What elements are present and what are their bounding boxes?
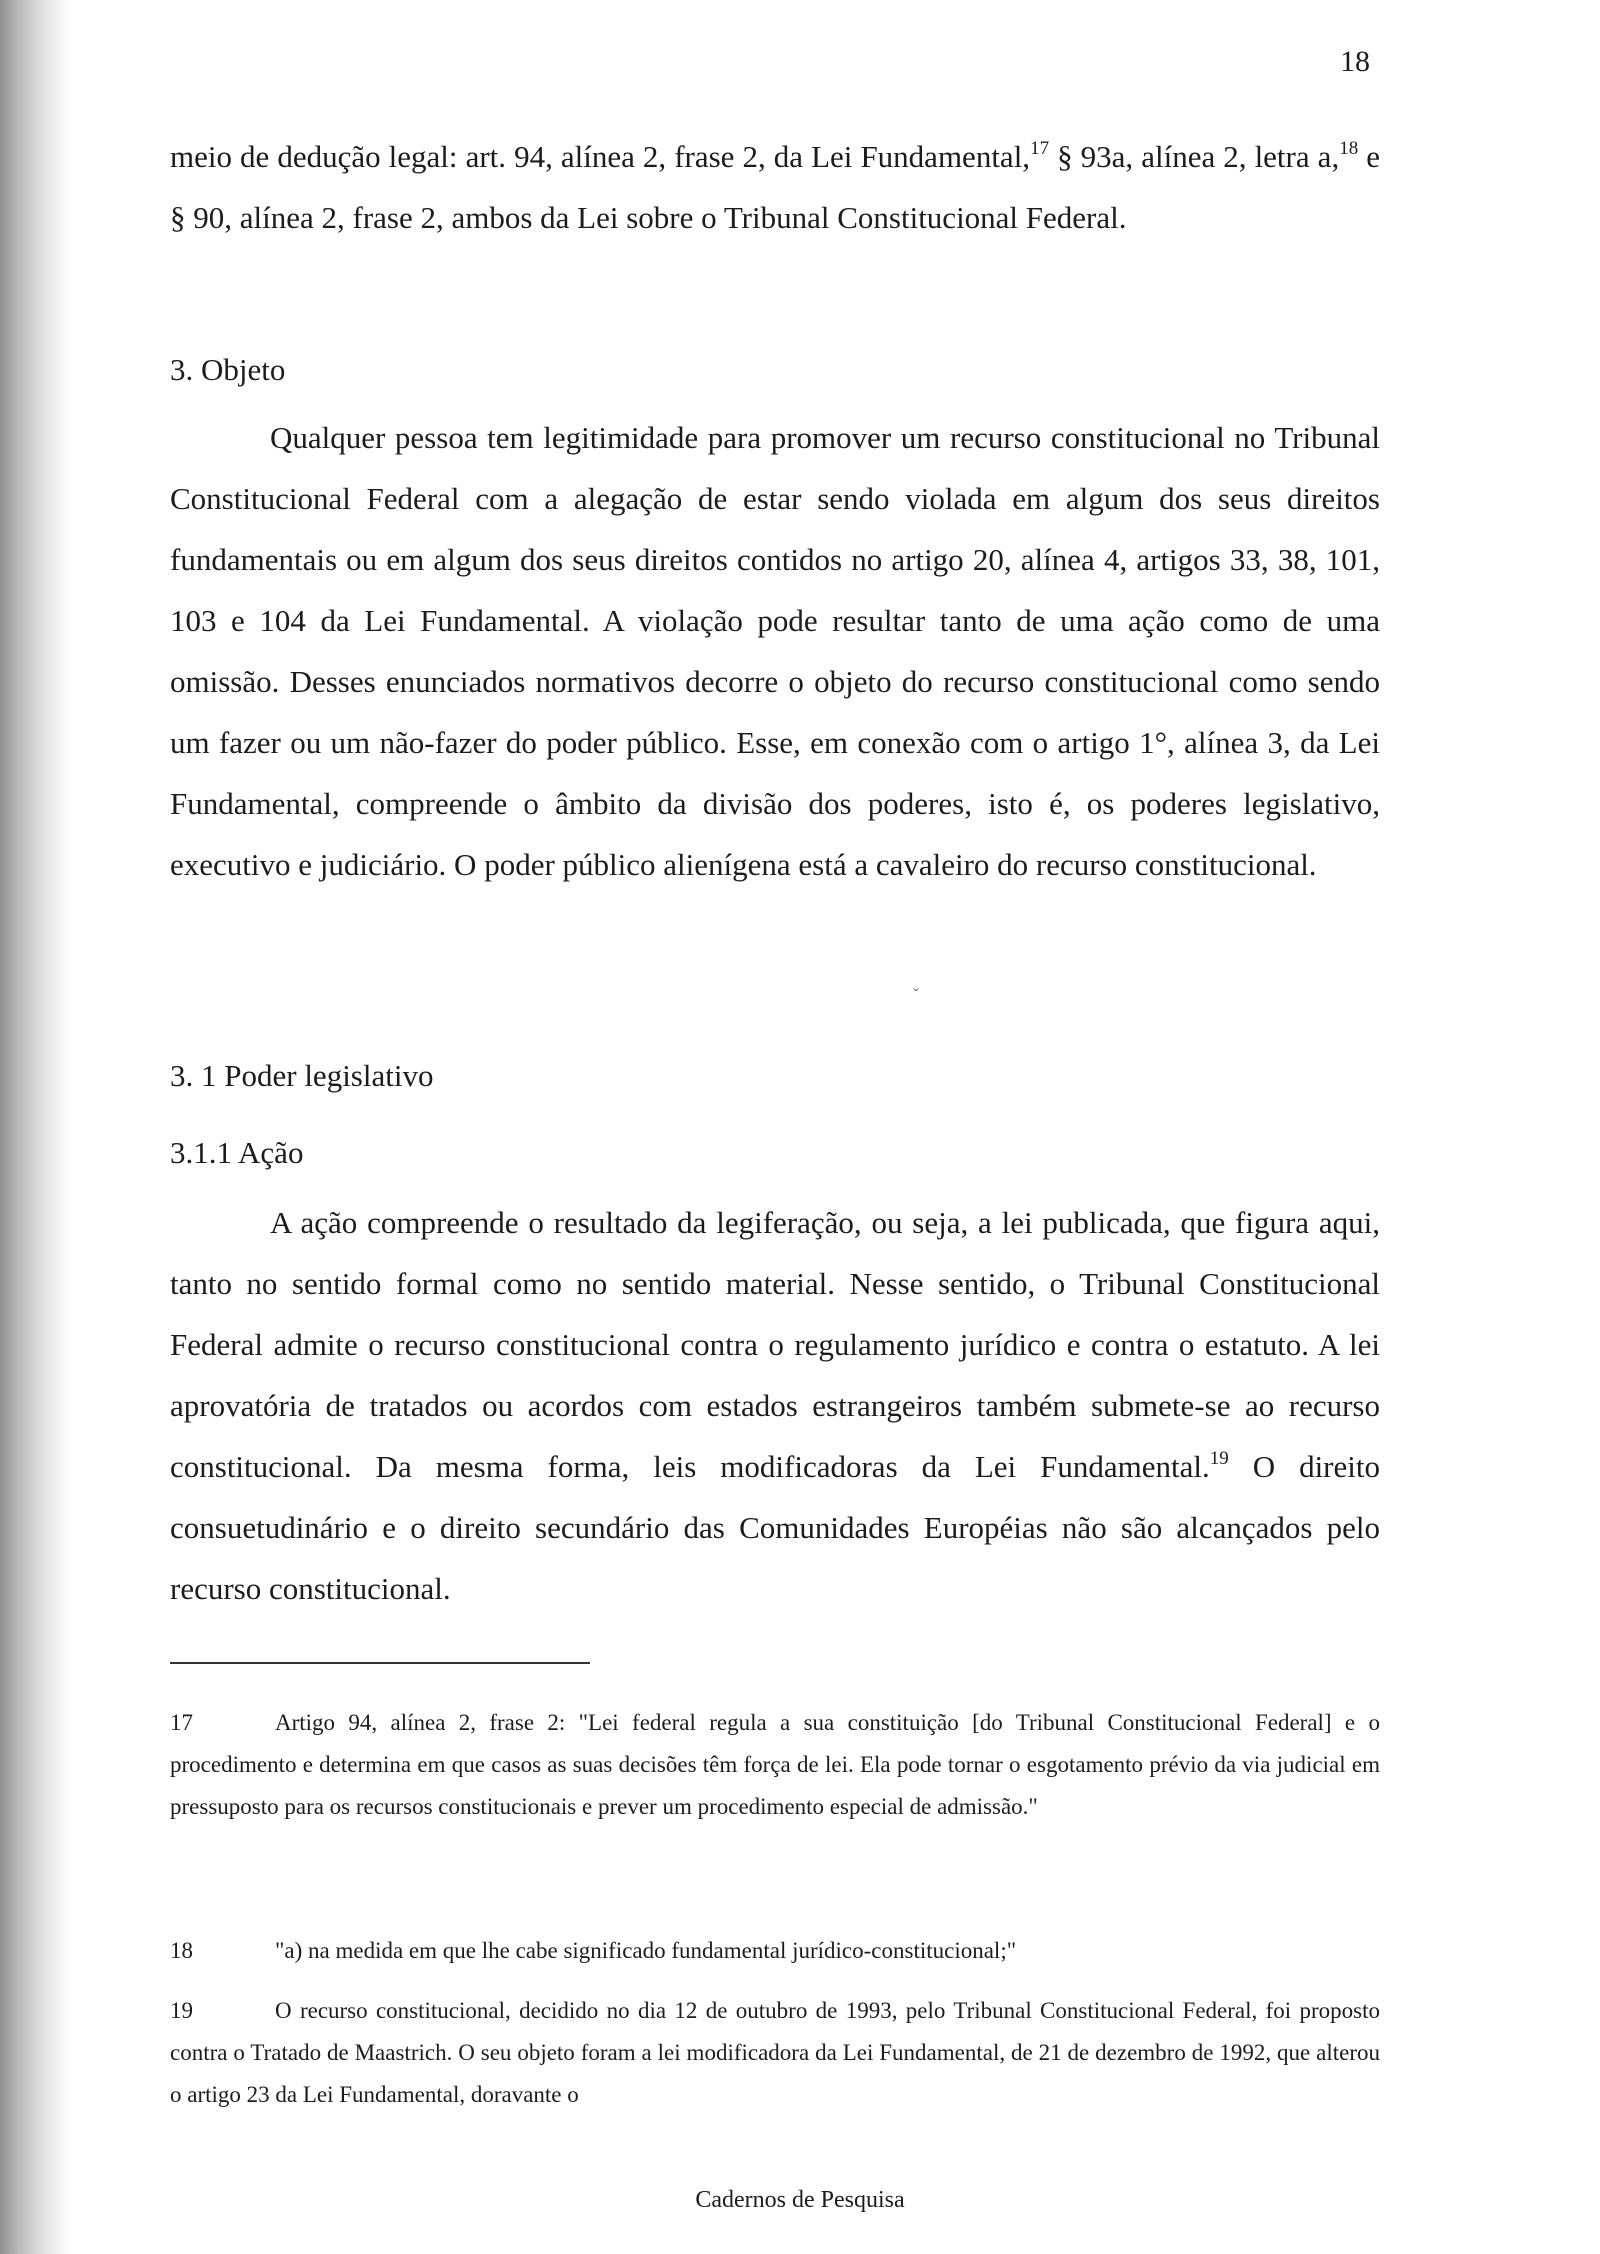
page-number: 18	[1340, 45, 1370, 78]
footnote-19	[170, 1990, 1380, 2116]
footnote-19-text: O recurso constitucional, decidido no dia 12 de outubro de 1993, pelo Tribunal Constitucional Federal, foi proposto contra o Tratado de Maastrich. O seu objeto foram a lei modificadora da Lei Fundamental, de 21 de dezembro de 1992, que alterou o artigo 23 da Lei Fundamental, doravante o	[170, 1998, 1380, 2107]
section-objeto-paragraph: Qualquer pessoa tem legitimidade para promover um recurso constitucional no Tribunal Constitucional Federal com a alegação de estar sendo violada em algum dos seus direitos fundamentais ou em algum dos seus direitos contidos no artigo 20, alínea 4, artigos 33, 38, 101, 103 e 104 da Lei Fundamental. A violação pode resultar tanto de uma ação como de uma omissão. Desses enunciados normativos decorre o objeto do recurso constitucional como sendo um fazer ou um não-fazer do poder público. Esse, em conexão com o artigo 1°, alínea 3, da Lei Fundamental, compreende o âmbito da divisão dos poderes, isto é, os poderes legislativo, executivo e judiciário. O poder público alienígena está a cavaleiro do recurso constitucional.	[170, 420, 1380, 882]
footnote-18	[170, 1930, 1380, 1972]
intro-text-1: meio de dedução legal: art. 94, alínea 2, frase 2, da Lei Fundamental,	[170, 139, 1031, 174]
intro-text-2: § 93a, alínea 2, letra a,	[1049, 139, 1340, 174]
section-heading-objeto: 3. Objeto	[170, 352, 286, 387]
footnote-18-number: 18	[170, 1938, 193, 1963]
footnote-divider	[170, 1662, 590, 1664]
acao-text-1: A ação compreende o resultado da legiferação, ou seja, a lei publicada, que figura aqui, tanto no sentido formal como no sentido material. Nesse sentido, o Tribunal Constitucional Federal admite o recurso constitucional contra o regulamento jurídico e contra o estatuto. A lei aprovatória de tratados ou acordos com estados estrangeiros também submete-se ao recurso constitucional. Da mesma forma, leis modificadoras da Lei Fundamental.	[170, 1205, 1380, 1484]
scan-speck: ˇ	[913, 985, 919, 1005]
footnote-ref-19[interactable]: 19	[1209, 1447, 1229, 1469]
footnote-17-number: 17	[170, 1710, 193, 1735]
footnote-19-number: 19	[170, 1998, 193, 2023]
footnote-ref-18[interactable]: 18	[1339, 137, 1359, 159]
section-acao-paragraph	[170, 1192, 1380, 1619]
footnote-17-text: Artigo 94, alínea 2, frase 2: "Lei federal regula a sua constituição [do Tribunal Constitucional Federal] e o procedimento e determina em que casos as suas decisões têm força de lei. Ela pode tornar o esgotamento prévio da via judicial em pressuposto para os recursos constitucionais e prever um procedimento especial de admissão."	[170, 1710, 1380, 1819]
page-footer: Cadernos de Pesquisa	[695, 2187, 905, 2213]
section-heading-acao: 3.1.1 Ação	[170, 1135, 304, 1170]
acao-text-2: O direito consuetudinário e o direito secundário das Comunidades Européias não são alcançados pelo recurso constitucional.	[170, 1449, 1380, 1606]
footnote-18-text: "a) na medida em que lhe cabe significado fundamental jurídico-constitucional;"	[275, 1938, 1017, 1963]
intro-text-3: e § 90, alínea 2, frase 2, ambos da Lei sobre o Tribunal Constitucional Federal.	[170, 139, 1381, 235]
footnote-ref-17[interactable]: 17	[1030, 137, 1050, 159]
intro-paragraph	[170, 126, 1380, 248]
section-heading-poder-legislativo: 3. 1 Poder legislativo	[170, 1058, 434, 1093]
footnote-17	[170, 1702, 1380, 1828]
